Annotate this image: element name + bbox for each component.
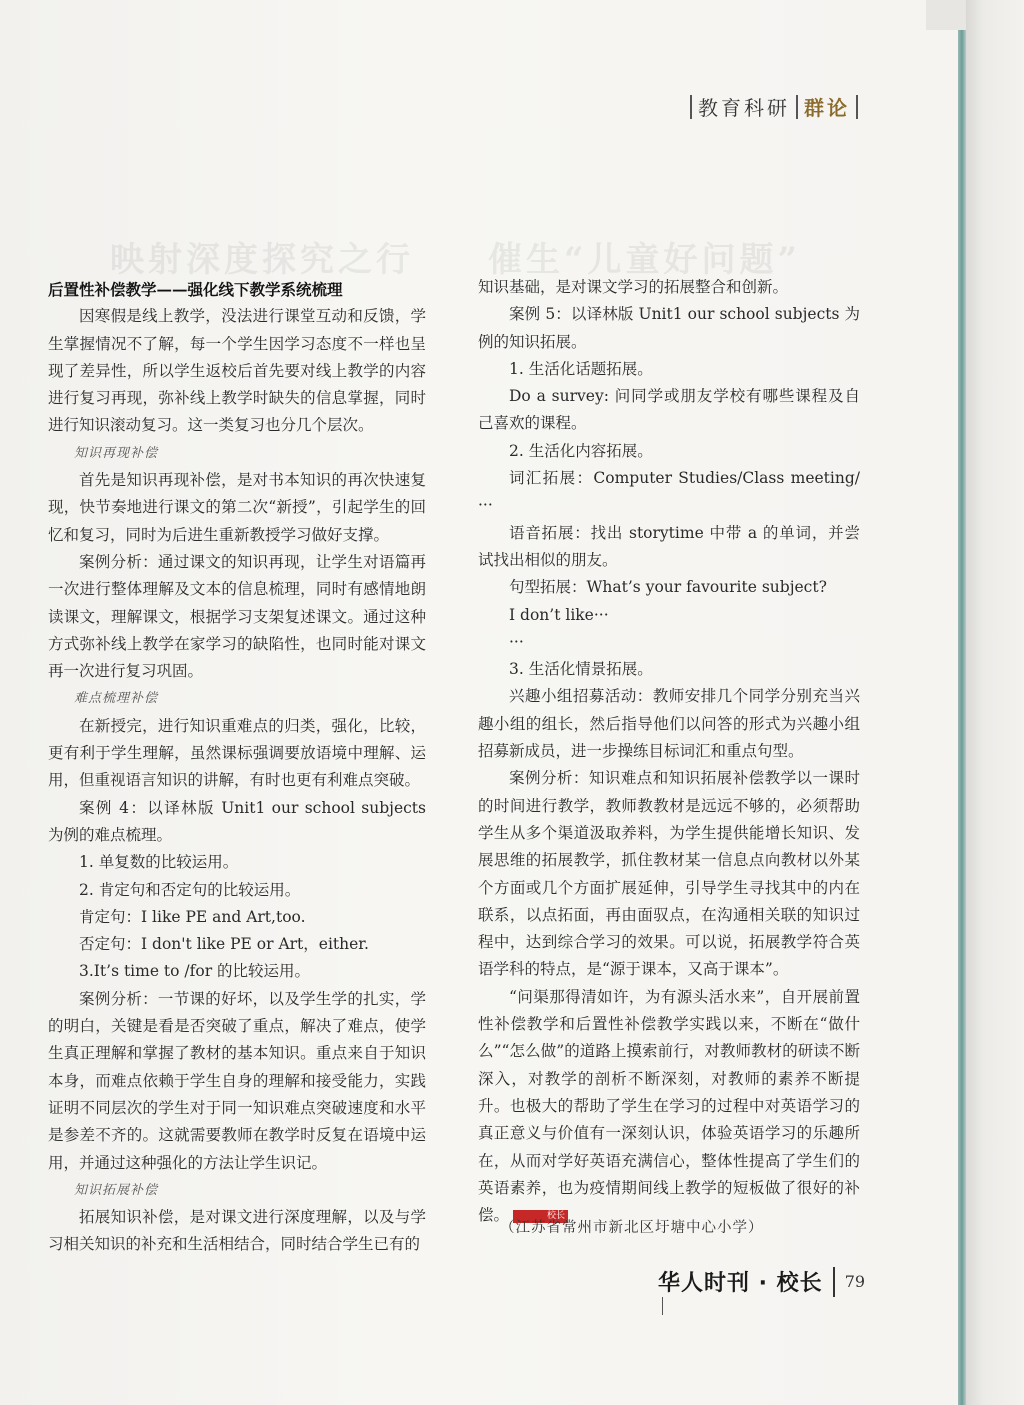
bleed-through-title-right: 催生“儿童好问题” <box>488 240 802 280</box>
section-header <box>690 92 858 121</box>
paragraph: Do a survey: 问同学或朋友学校有哪些课程及自己喜欢的课程。 <box>478 387 860 433</box>
paragraph: 在新授完，进行知识重难点的归类，强化，比较，更有利于学生理解，虽然课标强调要放语境中理解、运用，但重视语言知识的讲解，有时也更有利难点突破。 <box>48 716 426 790</box>
section-bar-left <box>690 95 692 119</box>
section-title: 教育科研 <box>698 96 790 120</box>
paragraph: 案例分析：知识难点和知识拓展补偿教学以一课时的时间进行教学，教师教教材是远远不够的，必须帮助学生从多个渠道汲取养料，为学生提供能增长知识、发展思维的拓展教学，抓住教材某一信息点向教材以外某个方面或几个方面扩展延伸，引导学生寻找其中的内在联系，以点拓面，再由面驭点，在沟通相关联的知识过程中，达到综合学习的效果。可以说，拓展教学符合英语学科的特点，是“源于课本，又高于课本”。 <box>478 769 860 979</box>
footer-divider <box>833 1267 835 1297</box>
section-bar-right <box>856 95 858 119</box>
paragraph: 兴趣小组招募活动：教师安排几个同学分别充当兴趣小组的组长，然后指导他们以问答的形式为兴趣小组招募新成员，进一步操练目标词汇和重点句型。 <box>478 687 860 761</box>
paragraph: 因寒假是线上教学，没法进行课堂互动和反馈，学生掌握情况不了解，每一个学生因学习态度不一样也呈现了差异性，所以学生返校后首先要对线上教学的内容进行复习再现，弥补线上教学时缺失的信息掌握，同时进行知识滚动复习。这一类复习也分几个层次。 <box>48 307 426 435</box>
left-column <box>48 276 426 1259</box>
subsection-label: 知识拓展补偿 <box>74 1182 159 1198</box>
paragraph: 2. 生活化内容拓展。 <box>509 441 653 460</box>
paragraph: 肯定句：I like PE and Art,too. <box>79 907 306 926</box>
page-edge-teal <box>958 0 966 1405</box>
paragraph: 案例分析：通过课文的知识再现，让学生对语篇再一次进行整体理解及文本的信息梳理，同时有感情地朗读课文，理解课文，根据学习支架复述课文。通过这种方式弥补线上教学在家学习的缺陷性，也同时能对课文再一次进行复习巩固。 <box>48 552 426 681</box>
end-badge: 校长 <box>513 1210 568 1223</box>
author-affiliation: （江苏省常州市新北区圩塘中心小学） <box>500 1220 764 1236</box>
paragraph: 3.It’s time to /for 的比较运用。 <box>79 962 311 981</box>
section-bar-mid <box>796 95 798 119</box>
paragraph: I don’t like··· <box>509 605 609 624</box>
bleed-through-title-left: 映射深度探究之行 <box>110 240 414 280</box>
paragraph: 2. 肯定句和否定句的比较运用。 <box>79 880 301 899</box>
paragraph: ··· <box>509 632 524 651</box>
paragraph: “问渠那得清如许，为有源头活水来”，自开展前置性补偿教学和后置性补偿教学实践以来，不断在“做什么”“怎么做”的道路上摸索前行，对教师教材的研读不断深入，对教学的剖析不断深刻，对教师的素养不断提升。也极大的帮助了学生在学习的过程中对英语学习的真正意义与价值有一深刻认识，体验英语学习的乐趣所在，从而对学好英语充满信心，整体性提高了学生们的英语素养，也为疫情期间线上教学的短板做了很好的补偿。 校长 <box>478 987 860 1225</box>
paragraph: 知识基础，是对课文学习的拓展整合和创新。 <box>478 278 789 296</box>
right-column <box>478 274 860 1229</box>
subsection-label: 难点梳理补偿 <box>74 691 159 707</box>
paragraph: 首先是知识再现补偿，是对书本知识的再次快速复现，快节奏地进行课文的第二次“新授”，引起学生的回忆和复习，同时为后进生重新教授学习做好支撑。 <box>48 471 426 544</box>
paragraph: 拓展知识补偿，是对课文进行深度理解，以及与学习相关知识的补充和生活相结合，同时结合学生已有的 <box>48 1208 426 1254</box>
paragraph: 案例分析：一节课的好坏，以及学生学的扎实，学的明白，关键是看是否突破了重点，解决了难点，使学生真正理解和掌握了教材的基本知识。重点来自于知识本身，而难点依赖于学生自身的理解和接受能力，实践证明不同层次的学生对于同一知识难点突破速度和水平是参差不齐的。这就需要教师在教学时反复在语境中运用，并通过这种强化的方法让学生识记。 <box>48 989 426 1172</box>
page-corner <box>926 0 966 30</box>
section-heading: 后置性补偿教学——强化线下教学系统梳理 <box>48 280 343 299</box>
footer-tick <box>662 1297 663 1315</box>
page-edge-shadow <box>966 0 1024 1405</box>
paragraph: 1. 生活化话题拓展。 <box>509 359 653 378</box>
page-number: 79 <box>844 1272 866 1291</box>
paragraph: 案例 4：以译林版 Unit1 our school subjects 为例的难点梳理。 <box>48 798 426 844</box>
paragraph: 语音拓展：找出 storytime 中带 a 的单词，并尝试找出相似的朋友。 <box>478 523 860 569</box>
paragraph: 1. 单复数的比较运用。 <box>79 853 239 872</box>
page-footer <box>658 1266 865 1297</box>
paragraph: 句型拓展：What’s your favourite subject? <box>509 578 827 597</box>
section-subtitle: 群论 <box>804 96 850 120</box>
magazine-name: 华人时刊 · 校长 <box>658 1271 823 1296</box>
paragraph: 词汇拓展：Computer Studies/Class meeting/··· <box>478 469 860 515</box>
paragraph: 3. 生活化情景拓展。 <box>509 660 653 679</box>
subsection-label: 知识再现补偿 <box>74 445 159 461</box>
paragraph: 案例 5：以译林版 Unit1 our school subjects 为例的知识拓展。 <box>478 305 860 351</box>
paragraph: 否定句：I don't like PE or Art，either. <box>79 935 369 954</box>
